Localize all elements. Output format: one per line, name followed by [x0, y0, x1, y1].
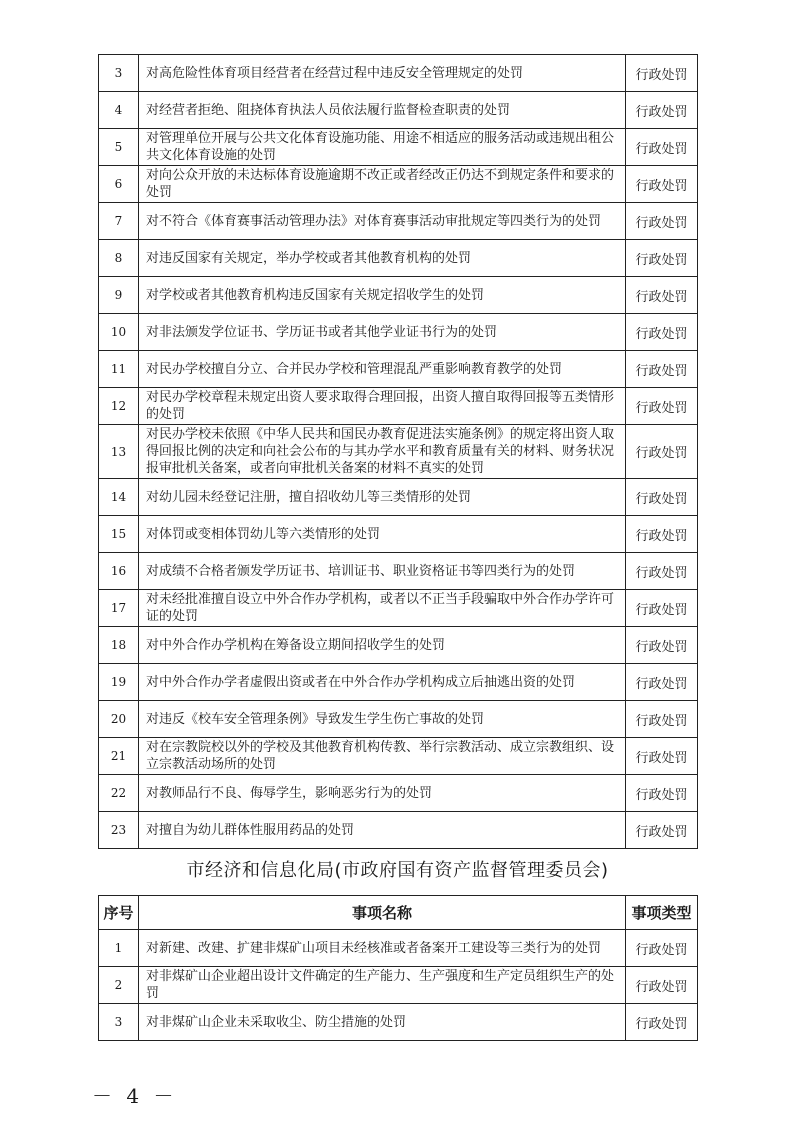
row-item-type: 行政处罚 — [626, 1004, 698, 1041]
table-row — [99, 479, 698, 516]
economy-bureau-table — [98, 895, 698, 1041]
row-item-name: 对中外合作办学机构在筹备设立期间招收学生的处罚 — [139, 627, 626, 664]
table-row — [99, 1004, 698, 1041]
table-row — [99, 129, 698, 166]
row-number: 11 — [99, 351, 139, 388]
table-row — [99, 425, 698, 479]
row-item-type: 行政处罚 — [626, 92, 698, 129]
row-item-type: 行政处罚 — [626, 812, 698, 849]
row-item-name: 对民办学校未依照《中华人民共和国民办教育促进法实施条例》的规定将出资人取得回报比例的决定和向社会公布的与其办学水平和教育质量有关的材料、财务状况报审批机关备案，或者向审批机关备案的材料不真实的处罚 — [139, 425, 626, 479]
table-row — [99, 277, 698, 314]
row-number: 3 — [99, 55, 139, 92]
row-number: 1 — [99, 930, 139, 967]
row-item-type: 行政处罚 — [626, 930, 698, 967]
table-row — [99, 930, 698, 967]
row-item-name: 对管理单位开展与公共文化体育设施功能、用途不相适应的服务活动或违规出租公共文化体育设施的处罚 — [139, 129, 626, 166]
table-row — [99, 738, 698, 775]
row-item-type: 行政处罚 — [626, 351, 698, 388]
row-number: 19 — [99, 664, 139, 701]
row-number: 5 — [99, 129, 139, 166]
row-number: 10 — [99, 314, 139, 351]
table-row — [99, 967, 698, 1004]
row-number: 7 — [99, 203, 139, 240]
table-row — [99, 351, 698, 388]
row-item-type: 行政处罚 — [626, 203, 698, 240]
row-item-name: 对非煤矿山企业超出设计文件确定的生产能力、生产强度和生产定员组织生产的处罚 — [139, 967, 626, 1004]
table-row — [99, 92, 698, 129]
header-serial: 序号 — [99, 896, 139, 930]
row-item-type: 行政处罚 — [626, 129, 698, 166]
row-item-name: 对新建、改建、扩建非煤矿山项目未经核准或者备案开工建设等三类行为的处罚 — [139, 930, 626, 967]
row-item-name: 对经营者拒绝、阻挠体育执法人员依法履行监督检查职责的处罚 — [139, 92, 626, 129]
row-item-name: 对向公众开放的未达标体育设施逾期不改正或者经改正仍达不到规定条件和要求的处罚 — [139, 166, 626, 203]
row-item-name: 对幼儿园未经登记注册，擅自招收幼儿等三类情形的处罚 — [139, 479, 626, 516]
row-item-type: 行政处罚 — [626, 55, 698, 92]
table-row — [99, 812, 698, 849]
row-item-type: 行政处罚 — [626, 479, 698, 516]
row-item-type: 行政处罚 — [626, 388, 698, 425]
table-row — [99, 166, 698, 203]
table-row — [99, 314, 698, 351]
row-item-type: 行政处罚 — [626, 166, 698, 203]
row-item-type: 行政处罚 — [626, 516, 698, 553]
row-item-name: 对高危险性体育项目经营者在经营过程中违反安全管理规定的处罚 — [139, 55, 626, 92]
table-row — [99, 627, 698, 664]
row-item-name: 对学校或者其他教育机构违反国家有关规定招收学生的处罚 — [139, 277, 626, 314]
table-row — [99, 55, 698, 92]
row-number: 14 — [99, 479, 139, 516]
row-item-name: 对未经批准擅自设立中外合作办学机构，或者以不正当手段骗取中外合作办学许可证的处罚 — [139, 590, 626, 627]
row-item-type: 行政处罚 — [626, 277, 698, 314]
row-number: 20 — [99, 701, 139, 738]
row-item-type: 行政处罚 — [626, 553, 698, 590]
section-title: 市经济和信息化局(市政府国有资产监督管理委员会) — [186, 860, 609, 881]
row-number: 2 — [99, 967, 139, 1004]
row-number: 18 — [99, 627, 139, 664]
row-number: 8 — [99, 240, 139, 277]
row-item-name: 对在宗教院校以外的学校及其他教育机构传教、举行宗教活动、成立宗教组织、设立宗教活动场所的处罚 — [139, 738, 626, 775]
row-number: 21 — [99, 738, 139, 775]
row-number: 23 — [99, 812, 139, 849]
penalty-table-continued — [98, 54, 698, 849]
row-item-type: 行政处罚 — [626, 627, 698, 664]
table-row — [99, 388, 698, 425]
page-number: － 4 － — [92, 1084, 178, 1108]
row-number: 4 — [99, 92, 139, 129]
row-item-name: 对体罚或变相体罚幼儿等六类情形的处罚 — [139, 516, 626, 553]
row-item-type: 行政处罚 — [626, 738, 698, 775]
row-number: 12 — [99, 388, 139, 425]
row-number: 22 — [99, 775, 139, 812]
row-item-name: 对民办学校擅自分立、合并民办学校和管理混乱严重影响教育教学的处罚 — [139, 351, 626, 388]
row-item-type: 行政处罚 — [626, 701, 698, 738]
row-item-name: 对不符合《体育赛事活动管理办法》对体育赛事活动审批规定等四类行为的处罚 — [139, 203, 626, 240]
row-number: 17 — [99, 590, 139, 627]
row-number: 16 — [99, 553, 139, 590]
row-item-name: 对中外合作办学者虚假出资或者在中外合作办学机构成立后抽逃出资的处罚 — [139, 664, 626, 701]
row-number: 3 — [99, 1004, 139, 1041]
table-row — [99, 203, 698, 240]
table-row — [99, 516, 698, 553]
table-row — [99, 775, 698, 812]
table-row — [99, 553, 698, 590]
row-item-type: 行政处罚 — [626, 590, 698, 627]
row-item-name: 对成绩不合格者颁发学历证书、培训证书、职业资格证书等四类行为的处罚 — [139, 553, 626, 590]
header-item-name: 事项名称 — [139, 896, 626, 930]
row-item-type: 行政处罚 — [626, 425, 698, 479]
table-row — [99, 240, 698, 277]
row-item-type: 行政处罚 — [626, 240, 698, 277]
row-item-name: 对教师品行不良、侮辱学生，影响恶劣行为的处罚 — [139, 775, 626, 812]
row-item-type: 行政处罚 — [626, 967, 698, 1004]
table-row — [99, 701, 698, 738]
row-item-type: 行政处罚 — [626, 775, 698, 812]
table-row — [99, 664, 698, 701]
row-item-name: 对非法颁发学位证书、学历证书或者其他学业证书行为的处罚 — [139, 314, 626, 351]
row-item-name: 对擅自为幼儿群体性服用药品的处罚 — [139, 812, 626, 849]
row-item-name: 对违反《校车安全管理条例》导致发生学生伤亡事故的处罚 — [139, 701, 626, 738]
table-row — [99, 590, 698, 627]
table-header-row — [99, 896, 698, 930]
row-item-name: 对民办学校章程未规定出资人要求取得合理回报，出资人擅自取得回报等五类情形的处罚 — [139, 388, 626, 425]
row-number: 15 — [99, 516, 139, 553]
row-item-name: 对非煤矿山企业未采取收尘、防尘措施的处罚 — [139, 1004, 626, 1041]
row-number: 9 — [99, 277, 139, 314]
row-item-type: 行政处罚 — [626, 314, 698, 351]
row-number: 6 — [99, 166, 139, 203]
row-item-name: 对违反国家有关规定，举办学校或者其他教育机构的处罚 — [139, 240, 626, 277]
header-item-type: 事项类型 — [626, 896, 698, 930]
row-number: 13 — [99, 425, 139, 479]
row-item-type: 行政处罚 — [626, 664, 698, 701]
